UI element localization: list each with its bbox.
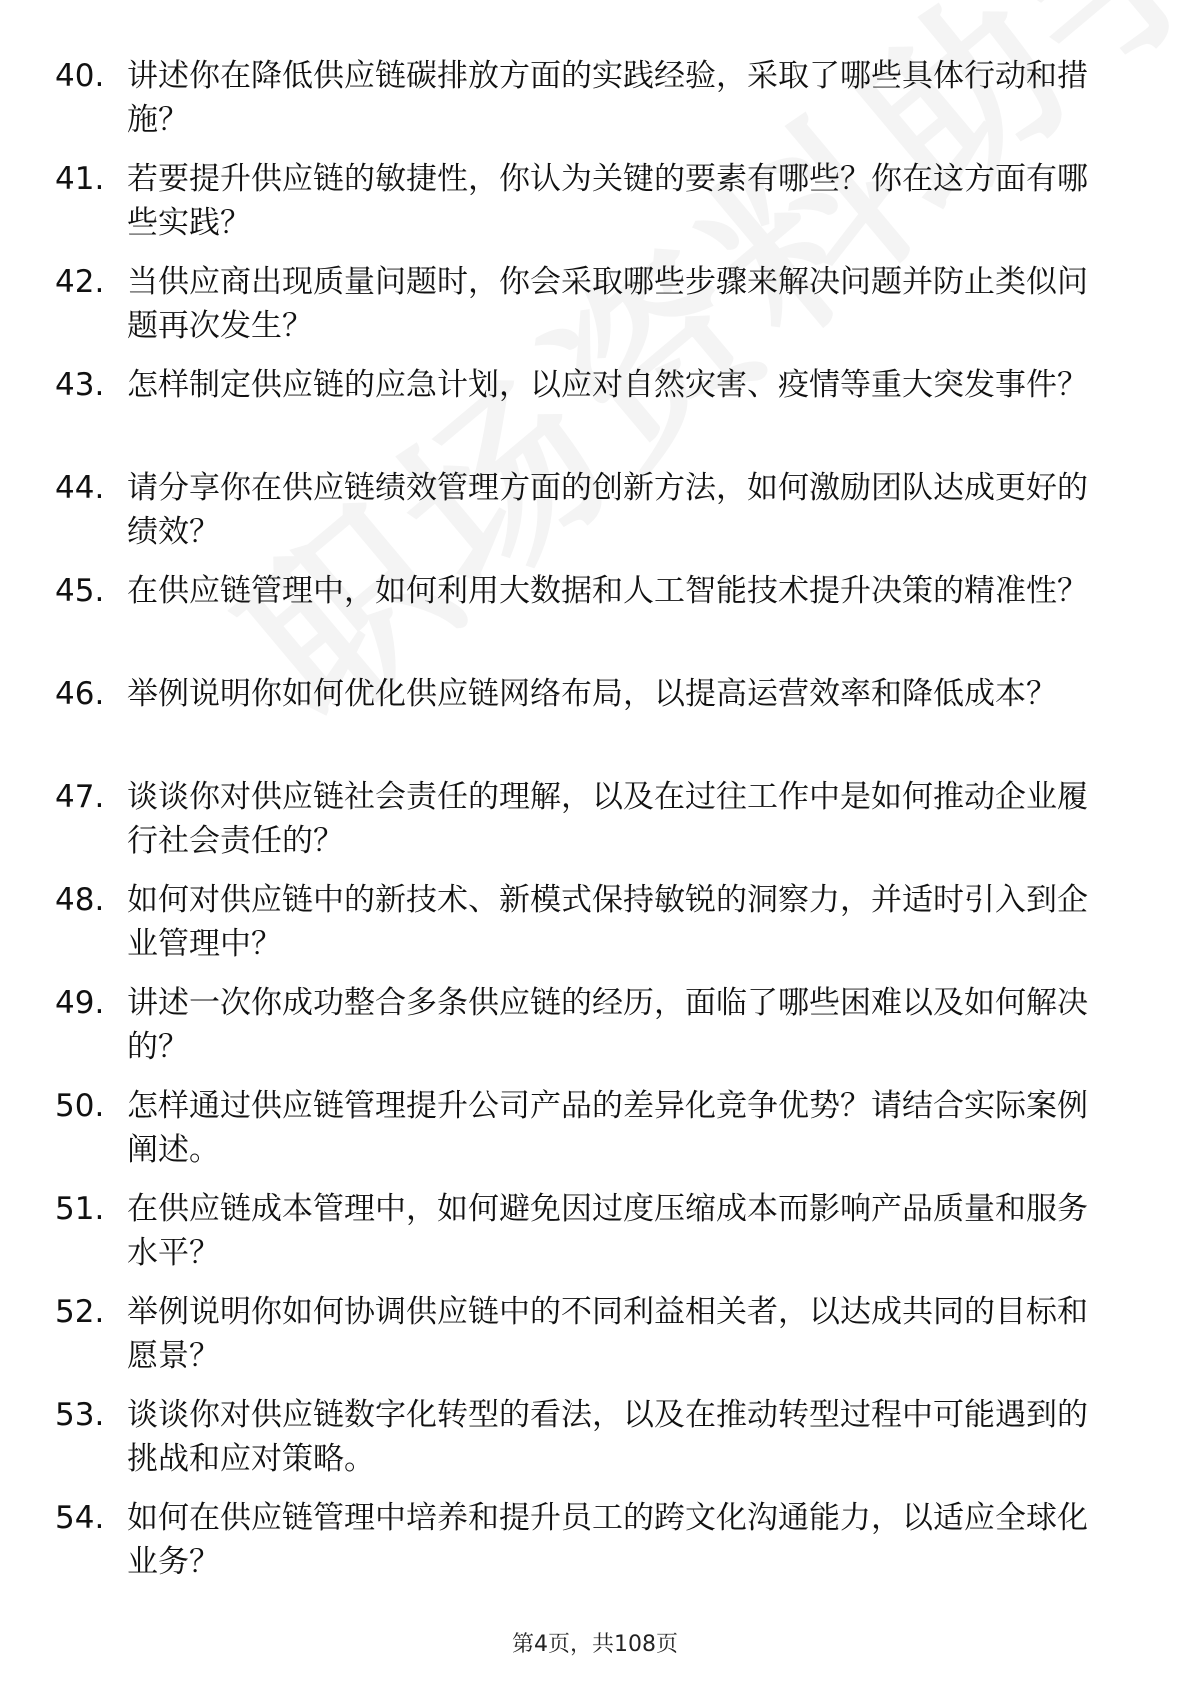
question-item (55, 363, 1115, 466)
question-number: 43. (55, 367, 105, 403)
question-number: 41. (55, 161, 105, 197)
question-text: 当供应商出现质量问题时，你会采取哪些步骤来解决问题并防止类似问题再次发生？ (127, 264, 1088, 344)
question-text: 在供应链管理中，如何利用大数据和人工智能技术提升决策的精准性？ (127, 573, 1088, 609)
question-number: 50. (55, 1088, 105, 1124)
question-item (55, 569, 1115, 672)
question-number: 49. (55, 985, 105, 1021)
question-text: 请分享你在供应链绩效管理方面的创新方法，如何激励团队达成更好的绩效？ (127, 470, 1088, 550)
question-item (55, 1084, 1115, 1187)
question-text: 讲述你在降低供应链碳排放方面的实践经验，采取了哪些具体行动和措施？ (127, 58, 1088, 138)
question-text: 举例说明你如何协调供应链中的不同利益相关者，以达成共同的目标和愿景？ (127, 1294, 1088, 1374)
question-number: 45. (55, 573, 105, 609)
question-item (55, 775, 1115, 878)
question-text: 谈谈你对供应链社会责任的理解，以及在过往工作中是如何推动企业履行社会责任的？ (127, 779, 1088, 859)
question-item (55, 1496, 1115, 1599)
question-list (55, 54, 1115, 1599)
question-item (55, 1393, 1115, 1496)
question-text: 讲述一次你成功整合多条供应链的经历，面临了哪些困难以及如何解决的？ (127, 985, 1088, 1065)
question-item (55, 878, 1115, 981)
question-text: 怎样通过供应链管理提升公司产品的差异化竞争优势？请结合实际案例阐述。 (127, 1088, 1088, 1168)
question-number: 54. (55, 1500, 105, 1536)
question-number: 52. (55, 1294, 105, 1330)
question-number: 48. (55, 882, 105, 918)
question-number: 47. (55, 779, 105, 815)
question-item (55, 466, 1115, 569)
question-text: 举例说明你如何优化供应链网络布局，以提高运营效率和降低成本？ (127, 676, 1057, 712)
question-text: 怎样制定供应链的应急计划，以应对自然灾害、疫情等重大突发事件？ (127, 367, 1088, 403)
question-item (55, 260, 1115, 363)
question-text: 如何对供应链中的新技术、新模式保持敏锐的洞察力，并适时引入到企业管理中？ (127, 882, 1088, 962)
question-number: 42. (55, 264, 105, 300)
question-number: 53. (55, 1397, 105, 1433)
question-item (55, 672, 1115, 775)
question-text: 若要提升供应链的敏捷性，你认为关键的要素有哪些？你在这方面有哪些实践？ (127, 161, 1088, 241)
question-number: 44. (55, 470, 105, 506)
question-item (55, 981, 1115, 1084)
question-text: 在供应链成本管理中，如何避免因过度压缩成本而影响产品质量和服务水平？ (127, 1191, 1088, 1271)
question-number: 51. (55, 1191, 105, 1227)
question-item (55, 157, 1115, 260)
page-number-label: 第4页，共108页 (512, 1632, 678, 1657)
question-text: 谈谈你对供应链数字化转型的看法，以及在推动转型过程中可能遇到的挑战和应对策略。 (127, 1397, 1088, 1477)
page-footer (0, 1630, 1190, 1660)
question-number: 40. (55, 58, 105, 94)
question-item (55, 54, 1115, 157)
question-item (55, 1187, 1115, 1290)
question-text: 如何在供应链管理中培养和提升员工的跨文化沟通能力，以适应全球化业务？ (127, 1500, 1088, 1580)
question-item (55, 1290, 1115, 1393)
question-number: 46. (55, 676, 105, 712)
